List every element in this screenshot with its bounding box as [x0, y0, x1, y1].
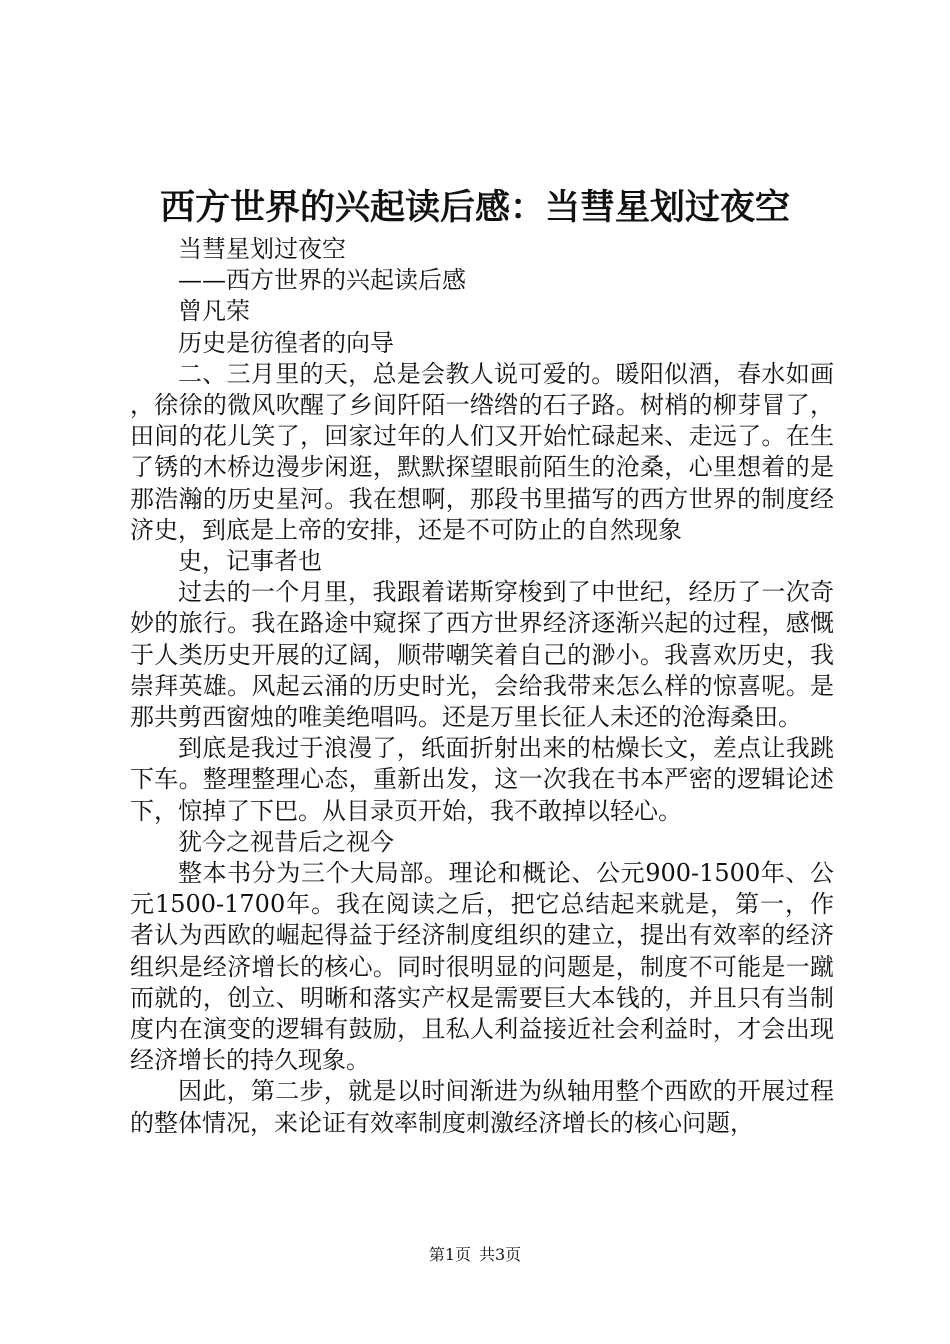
paragraph: 历史是彷徨者的向导	[178, 328, 394, 357]
paragraph: 过去的一个月里，我跟着诺斯穿梭到了中世纪，经历了一次奇妙的旅行。我在路途中窥探了西方世界经济逐渐兴起的过程，感慨于人类历史开展的辽阔，顺带嘲笑着自己的渺小。我喜欢历史，我崇拜英雄。风起云涌的历史时光，会给我带来怎么样的惊喜呢。是那共剪西窗烛的唯美绝唱吗。还是万里长征人未还的沧海桑田。	[130, 578, 834, 732]
page-total: 共3页	[479, 1245, 522, 1264]
paragraph: 因此，第二步，就是以时间渐进为纵轴用整个西欧的开展过程的整体情况，来论证有效率制度刺激经济增长的核心问题，	[130, 1077, 834, 1137]
paragraph: 史，记事者也	[178, 547, 322, 576]
page-number: 第1页	[428, 1245, 471, 1264]
page-footer	[0, 1243, 950, 1267]
paragraph: 二、三月里的天，总是会教人说可爱的。暖阳似酒，春水如画，徐徐的微风吹醒了乡间阡陌一绺绺的石子路。树梢的柳芽冒了，田间的花儿笑了，回家过年的人们又开始忙碌起来、走远了。在生了锈的木桥边漫步闲逛，默默探望眼前陌生的沧桑，心里想着的是那浩瀚的历史星河。我在想啊，那段书里描写的西方世界的制度经济史，到底是上帝的安排，还是不可防止的自然现象	[130, 359, 834, 544]
paragraph: 到底是我过于浪漫了，纸面折射出来的枯燥长文，差点让我跳下车。整理整理心态，重新出发，这一次我在书本严密的逻辑论述下，惊掉了下巴。从目录页开始，我不敢掉以轻心。	[130, 734, 834, 825]
paragraph: 犹今之视昔后之视今	[178, 827, 394, 856]
paragraph: ——西方世界的兴起读后感	[178, 266, 466, 295]
paragraph: 整本书分为三个大局部。理论和概论、公元900-1500年、公元1500-1700年。我在阅读之后，把它总结起来就是，第一，作者认为西欧的崛起得益于经济制度组织的建立，提出有效率的经济组织是经济增长的核心。同时很明显的问题是，制度不可能是一蹴而就的，创立、明晰和落实产权是需要巨大本钱的，并且只有当制度内在演变的逻辑有鼓励，且私人利益接近社会利益时，才会出现经济增长的持久现象。	[130, 859, 834, 1075]
document-body	[130, 234, 834, 1139]
paragraph: 曾凡荣	[178, 297, 250, 326]
document-title: 西方世界的兴起读后感：当彗星划过夜空	[159, 187, 790, 228]
paragraph: 当彗星划过夜空	[178, 235, 346, 263]
